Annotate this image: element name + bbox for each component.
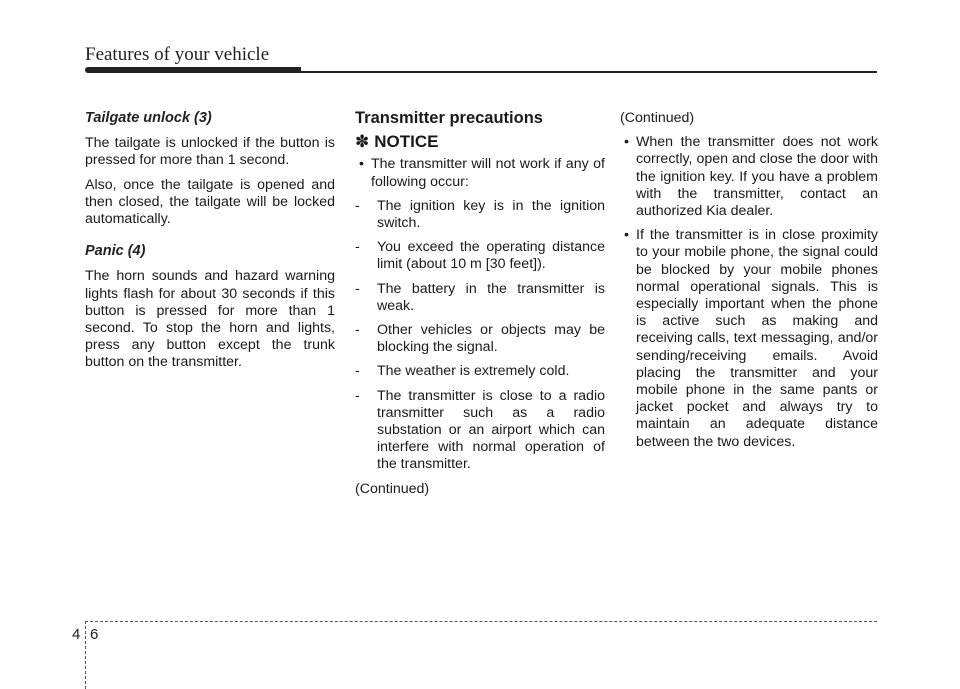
sub-list-item-text: The battery in the transmitter is weak. — [377, 280, 605, 314]
column-right — [620, 110, 878, 458]
dash-mark: - — [355, 239, 360, 256]
column-middle — [355, 110, 605, 505]
tailgate-paragraph-1: The tailgate is unlocked if the button is pressed for more than 1 second. — [85, 135, 335, 169]
dash-mark: - — [355, 363, 360, 380]
header-rule-thick — [85, 67, 301, 73]
sub-list-item — [355, 239, 605, 273]
dash-mark: - — [355, 322, 360, 339]
transmitter-precautions-title: Transmitter precautions — [355, 109, 543, 127]
list-item: • If the transmitter is in close proximity to your mobile phone, the signal could be blocked by your mobile phones normal operational signals. This is especially important when the phone is active such as making and receiving calls, text messaging, and/or sending/receiving emails. Avoid placing the transmitter and your mobile phone in the same pants or jacket pocket and always try to maintain an adequate distance between the two devices. — [620, 227, 878, 451]
tailgate-unlock-heading: Tailgate unlock (3) — [85, 110, 212, 126]
sub-list-item — [355, 281, 605, 315]
footer-vertical-rule — [85, 621, 86, 689]
sub-list-item — [355, 363, 605, 380]
notice-star-icon: ✽ — [355, 132, 370, 152]
page-number: 6 — [90, 626, 99, 643]
dash-mark: - — [355, 387, 360, 404]
sub-list-item-text: The weather is extremely cold. — [377, 363, 570, 380]
dash-mark: - — [355, 197, 360, 214]
continued-label-top: (Continued) — [620, 110, 695, 126]
column-left — [85, 110, 335, 379]
sub-list-item — [355, 198, 605, 232]
panic-paragraph: The horn sounds and hazard warning lights flash for about 30 seconds if this button is pressed for more than 1 second. To stop the horn and lights, press any button except the trunk button on the transmitter. — [85, 268, 335, 371]
tailgate-paragraph-2: Also, once the tailgate is opened and then closed, the tailgate will be locked automatically. — [85, 176, 335, 228]
panic-heading: Panic (4) — [85, 243, 146, 260]
notice-heading — [355, 133, 605, 150]
page-header-title: Features of your vehicle — [85, 44, 270, 65]
sub-list-item — [355, 388, 605, 474]
header-rule-thin — [301, 71, 877, 73]
sub-list-item-text: The ignition key is in the ignition switch. — [377, 197, 605, 232]
footer-rule — [85, 621, 877, 622]
notice-label: NOTICE — [374, 132, 439, 152]
dash-mark: - — [355, 280, 360, 297]
sub-list-item — [355, 322, 605, 356]
chapter-number: 4 — [72, 626, 81, 643]
continued-label: (Continued) — [355, 480, 430, 497]
sub-list-item-text: Other vehicles or objects may be blocking the signal. — [377, 322, 605, 356]
sub-list-item-text: You exceed the operating distance limit (about 10 m [30 feet]). — [377, 239, 605, 273]
list-item: • The transmitter will not work if any of following occur: — [355, 156, 605, 190]
list-item: • When the transmitter does not work correctly, open and close the door with the ignition key. If you have a problem with the transmitter, contact an authorized Kia dealer. — [620, 134, 878, 220]
sub-list-item-text: The transmitter is close to a radio transmitter such as a radio substation or an airport which can interfere with normal operation of the transmitter. — [377, 387, 605, 473]
